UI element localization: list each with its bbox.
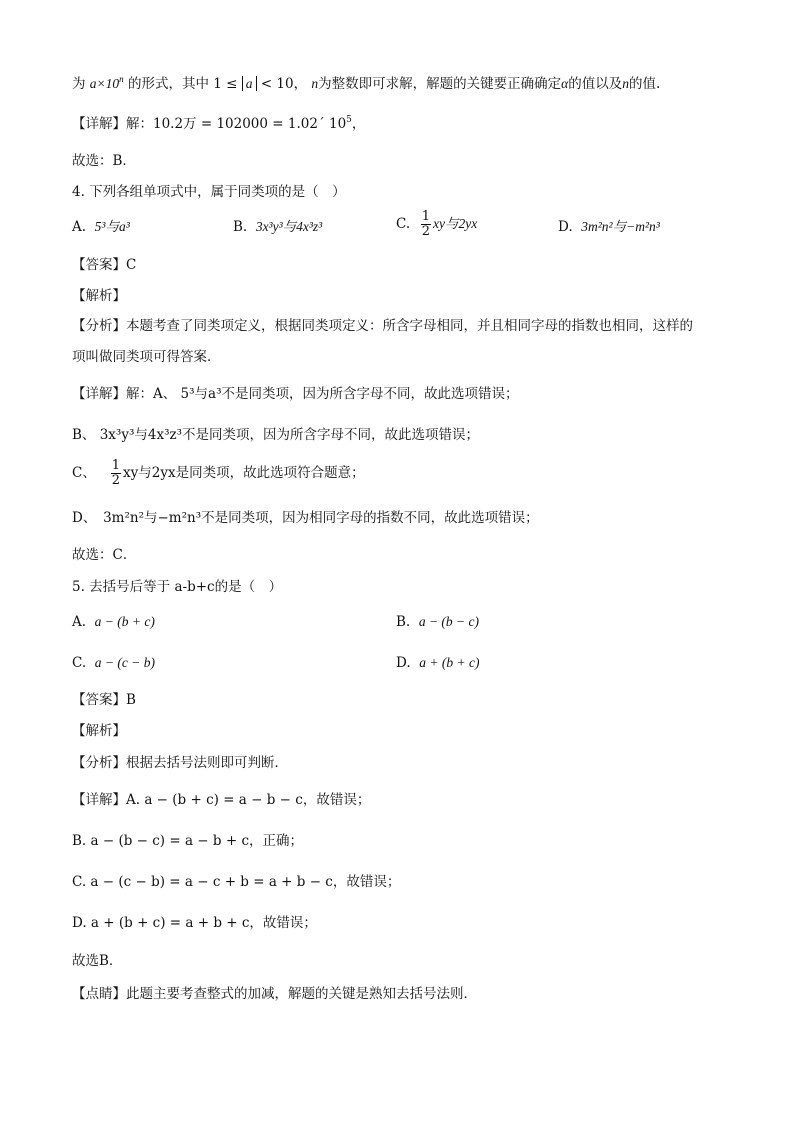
option-label: A. [72,614,87,630]
option-expr: a − (b − c) [418,614,480,629]
q5-analysis: 【解析】 [72,723,126,739]
q4-option-d [558,217,660,237]
option-label: D. [396,655,411,671]
q4-detail-d: D、 3m²n²与−m²n³不是同类项，因为相同字母的指数不同，故此选项错误； [72,510,539,526]
q5-option-c [72,653,155,673]
detail-text: xy与2yx是同类项，故此选项符合题意； [123,465,365,481]
var-n: n [622,76,629,91]
var-alpha: α [561,76,569,91]
q5-stem: 5. 去括号后等于 a-b+c的是（ ） [72,579,283,595]
option-expr: a − (c − b) [94,655,155,670]
option-label: D. [558,219,573,235]
detail-3-text: 【详解】解：10.2万 = 102000 = 1.02´ 10 [72,116,347,132]
q4-choose: 故选：C． [72,547,137,563]
condition-right: < 10， [260,76,308,92]
option-label: B. [233,219,248,235]
fraction [111,459,121,488]
option-expr: a + (b + c) [419,655,480,670]
q5-option-d [396,653,479,673]
q4-analysis: 【解析】 [72,288,126,304]
detail-label: C、 [72,465,96,481]
fraction-denominator: 2 [111,473,120,488]
q5-detail-b: B. a − (b − c) = a − b + c，正确； [72,833,304,849]
abs-a: a [242,76,257,91]
fraction [421,210,431,239]
q5-fenxi: 【分析】根据去括号法则即可判断． [72,755,288,771]
exponent: n [119,74,124,84]
q5-detail-a: 【详解】A. a − (b + c) = a − b − c，故错误； [72,792,371,808]
option-expr: 3m²n²与−m²n³ [581,219,660,234]
fraction-numerator: 1 [421,209,431,224]
q4-fenxi: 项叫做同类项可得答案． [72,349,221,365]
q5-dianjing: 【点睛】此题主要考查整式的加减，解题的关键是熟知去括号法则． [72,986,477,1002]
q5-choose: 故选B． [72,953,123,969]
option-label: C. [396,216,411,232]
intro-text: 的值. [628,76,661,92]
var-n: n [311,76,319,91]
q4-option-a [72,217,130,237]
option-label: C. [72,655,87,671]
intro-text: 为 [72,76,86,92]
q4-stem: 4. 下列各组单项式中，属于同类项的是（ ） [72,184,346,200]
q4-fenxi: 【分析】本题考查了同类项定义，根据同类项定义：所含字母相同，并且相同字母的指数也相同，这样的 [72,318,693,334]
q5-option-b [396,612,479,632]
q5-detail-d: D. a + (b + c) = a + b + c，故错误； [72,915,317,931]
option-expr: 5³与a³ [94,219,130,234]
intro-text: 的值以及 [568,76,623,92]
punct: ， [351,116,366,132]
intro-text: 的形式，其中 [127,76,209,92]
condition-left: 1 ≤ [213,76,238,92]
exponent: 5 [346,115,352,125]
option-label: B. [396,614,411,630]
choose-3: 故选：B． [72,153,136,169]
q4-option-c [396,210,477,239]
q5-detail-c: C. a − (c − b) = a − c + b = a + b − c，故错误； [72,874,401,890]
q5-answer: 【答案】B [72,692,136,708]
detail-3 [72,114,365,134]
option-expr: 3x³y³与4x³z³ [255,219,323,234]
option-expr: xy与2yx [433,216,478,231]
q4-option-b [233,217,322,237]
q4-answer: 【答案】C [72,257,137,273]
q4-detail-a: 【详解】解：A、 5³与a³不是同类项，因为所含字母不同，故此选项错误； [72,386,519,402]
q4-detail-c [72,459,365,488]
fraction-numerator: 1 [111,458,120,473]
option-label: A. [72,219,87,235]
option-expr: a − (b + c) [94,614,155,629]
fraction-denominator: 2 [421,224,431,239]
intro-line [72,74,660,94]
intro-text: 为整数即可求解，解题的关键要正确确定 [318,76,562,92]
q4-detail-b: B、 3x³y³与4x³z³不是同类项，因为所含字母不同，故此选项错误； [72,427,480,443]
q5-option-a [72,612,155,632]
scientific-notation-expr: a×10 [89,76,120,91]
